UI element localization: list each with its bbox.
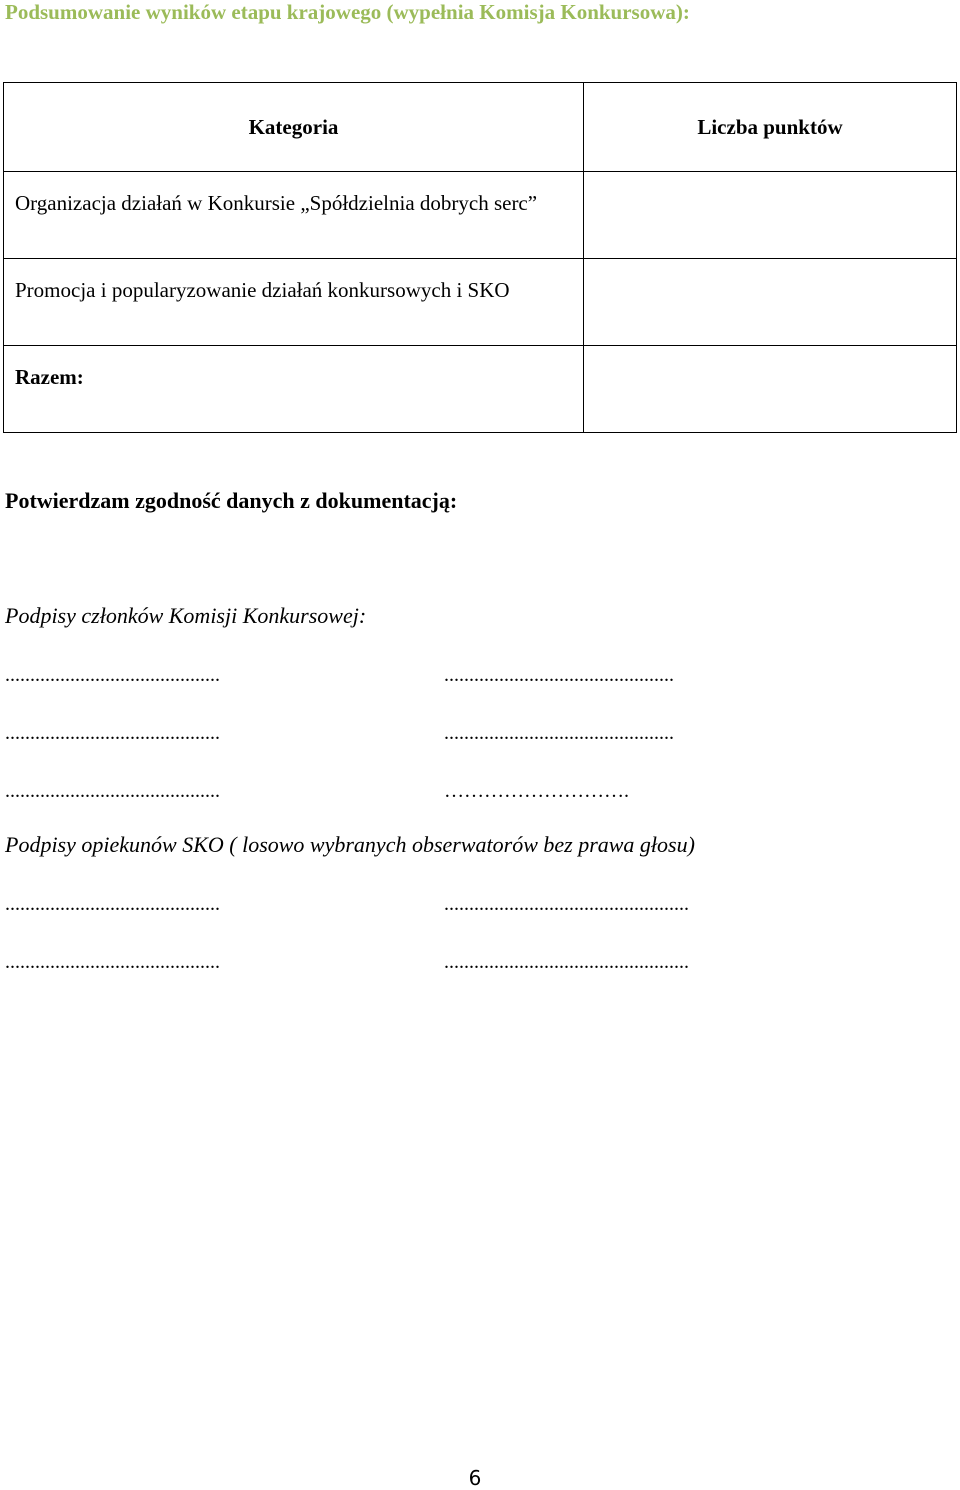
table-row (4, 172, 957, 259)
confirmation-text: Potwierdzam zgodność danych z dokumentacją: (5, 488, 458, 513)
results-summary-table (3, 82, 957, 433)
signature-line: ........................................... (5, 893, 220, 915)
signature-line: ........................................... (5, 722, 220, 744)
total-label-cell: Razem: (4, 346, 584, 433)
category-cell: Organizacja działań w Konkursie „Spółdzielnia dobrych serc” (4, 172, 584, 259)
points-cell[interactable] (584, 259, 957, 346)
signature-line: ................................................. (444, 893, 689, 915)
commission-signatures-label: Podpisy członków Komisji Konkursowej: (5, 603, 367, 628)
points-cell[interactable] (584, 172, 957, 259)
signature-line: ........................................... (5, 951, 220, 973)
signature-line: .............................................. (444, 664, 674, 686)
table-header-row (4, 83, 957, 172)
signature-line: ................................................. (444, 951, 689, 973)
page-number: 6 (468, 1466, 482, 1490)
table-total-row (4, 346, 957, 433)
signature-line: ………………………. (444, 780, 629, 802)
total-points-cell[interactable] (584, 346, 957, 433)
signature-line: .............................................. (444, 722, 674, 744)
column-header-points: Liczba punktów (584, 83, 957, 172)
column-header-category: Kategoria (4, 83, 584, 172)
section-heading: Podsumowanie wyników etapu krajowego (wypełnia Komisja Konkursowa): (5, 0, 690, 24)
guardians-signatures-label: Podpisy opiekunów SKO ( losowo wybranych obserwatorów bez prawa głosu) (5, 832, 695, 857)
category-cell: Promocja i popularyzowanie działań konkursowych i SKO (4, 259, 584, 346)
signature-line: ........................................... (5, 780, 220, 802)
signature-line: ........................................... (5, 664, 220, 686)
table-row (4, 259, 957, 346)
